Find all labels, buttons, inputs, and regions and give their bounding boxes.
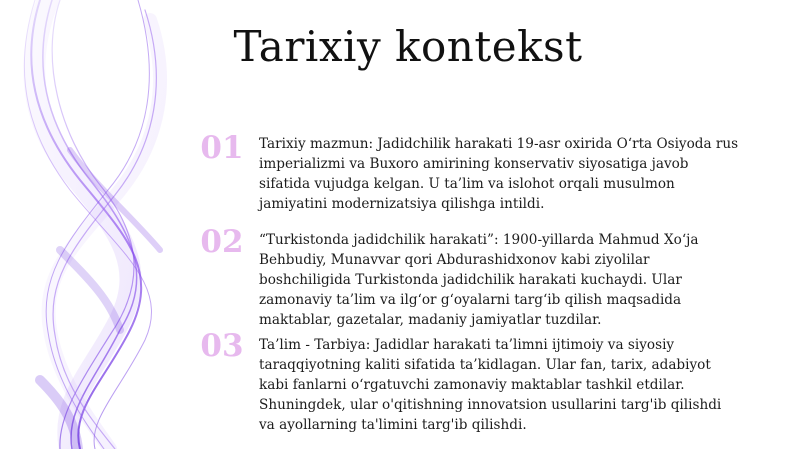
item-number: 03 (200, 328, 244, 364)
item-number: 01 (200, 130, 244, 166)
slide-title: Tarixiy kontekst (233, 22, 583, 71)
item-text: Tarixiy mazmun: Jadidchilik harakati 19-asr oxirida O‘rta Osiyoda rus imperializmi va Buxoro amirining konservativ siyosatiga javob sifatida vujudga kelgan. U ta’lim va islohot orqali musulmon jamiyatini modernizatsiya qilishga intildi. (259, 136, 739, 212)
item-text: “Turkistonda jadidchilik harakati”: 1900-yillarda Mahmud Xo‘ja Behbudiy, Munavvar qori Abdurashidxonov kabi ziyolilar boshchiligida Turkistonda jadidchilik harakati kuchaydi. Ular zamonaviy ta’lim va ilg‘or g‘oyalarni targ‘ib qilish maqsadida maktablar, gazetalar, madaniy jamiyatlar tuzdilar. (259, 232, 699, 328)
item-number: 02 (200, 224, 244, 260)
item-text: Ta’lim - Tarbiya: Jadidlar harakati ta’limni ijtimoiy va siyosiy taraqqiyotning kaliti sifatida ta’kidlagan. Ular fan, tarix, adabiyot kabi fanlarni o‘rgatuvchi zamonaviy maktablar tashkil etdilar. Shuningdek, ular o'qitishning innovatsion usullarini targ'ib qilishdi va ayollarning ta'limini targ'ib qilishdi. (259, 337, 722, 433)
